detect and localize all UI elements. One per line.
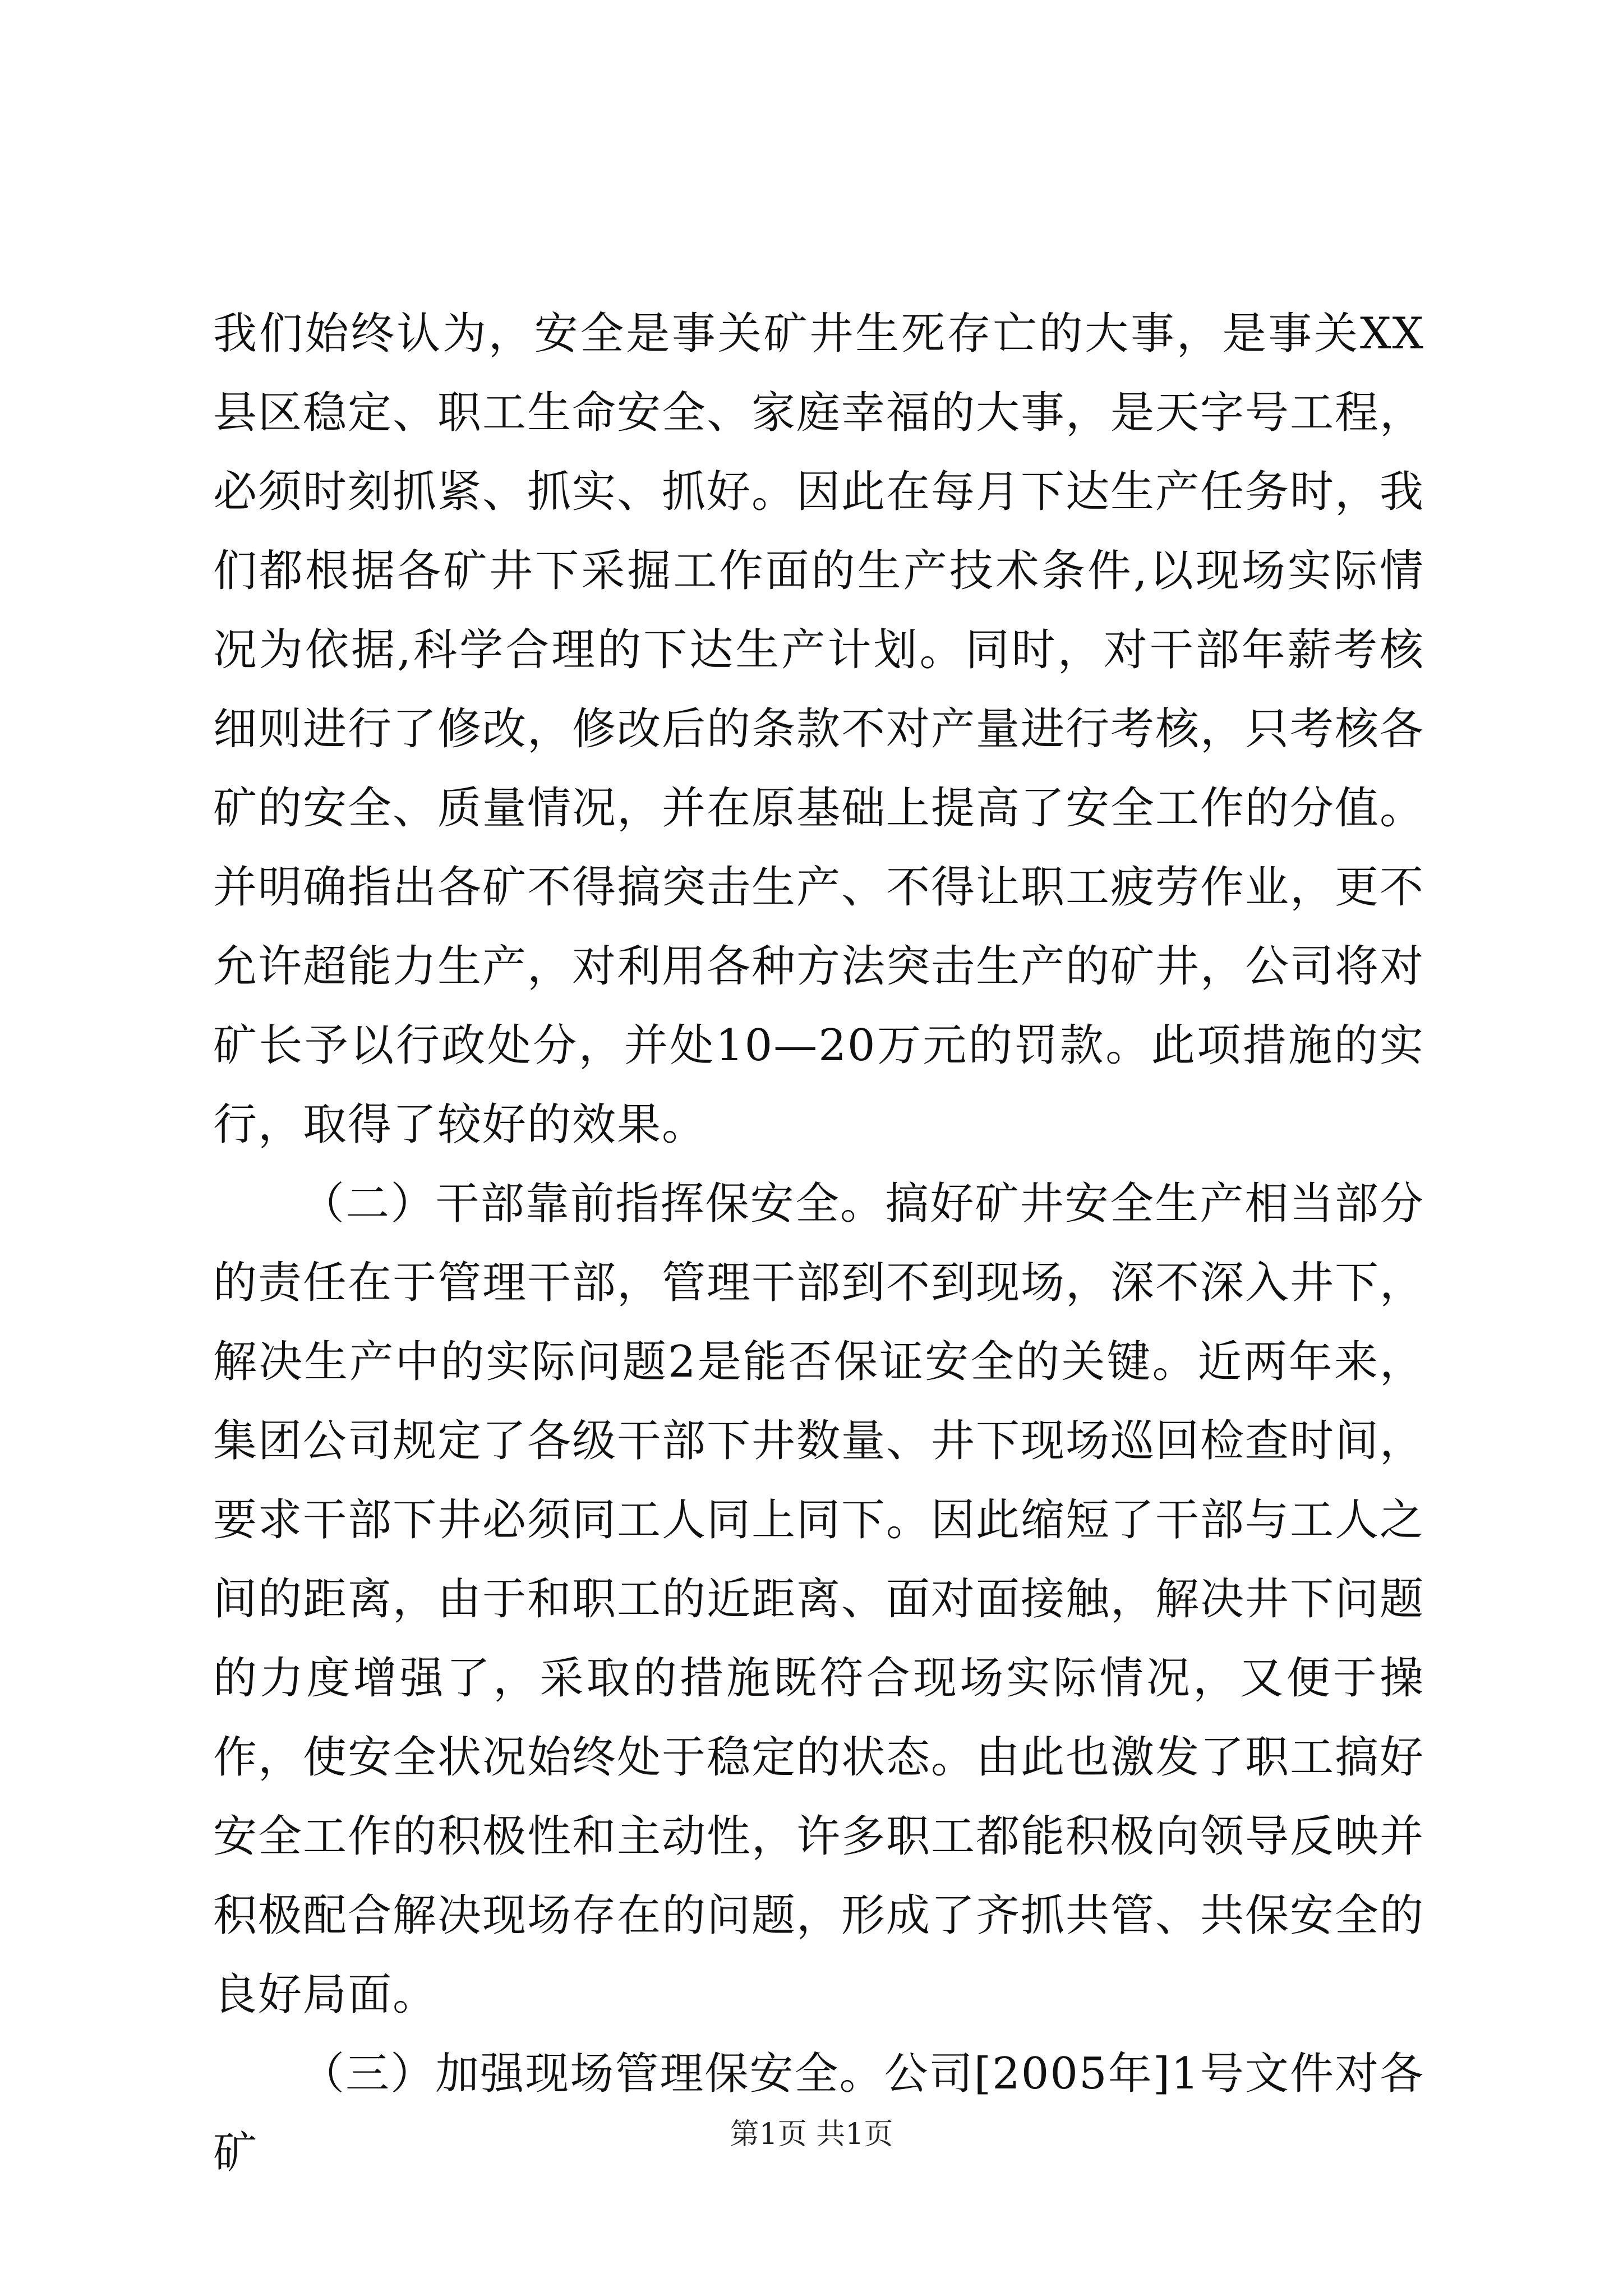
paragraph-1: 我们始终认为，安全是事关矿井生死存亡的大事，是事关XX县区稳定、职工生命安全、家庭幸福的大事，是天字号工程，必须时刻抓紧、抓实、抓好。因此在每月下达生产任务时，我们都根据各矿井下采掘工作面的生产技术条件,以现场实际情况为依据,科学合理的下达生产计划。同时，对干部年薪考核细则进行了修改，修改后的条款不对产量进行考核，只考核各矿的安全、质量情况，并在原基础上提高了安全工作的分值。并明确指出各矿不得搞突击生产、不得让职工疲劳作业，更不允许超能力生产，对利用各种方法突击生产的矿井，公司将对矿长予以行政处分，并处10—20万元的罚款。此项措施的实行，取得了较好的效果。	[213, 309, 1425, 1150]
page-footer: 第1页 共1页	[730, 2118, 893, 2151]
paragraph-3: （三）加强现场管理保安全。公司[2005年]1号文件对各矿	[213, 2049, 1424, 2178]
paragraph-2: （二）干部靠前指挥保安全。搞好矿井安全生产相当部分的责任在于管理干部，管理干部到不到现场，深不深入井下，解决生产中的实际问题2是能否保证安全的关键。近两年来，集团公司规定了各级干部下井数量、井下现场巡回检查时间，要求干部下井必须同工人同上同下。因此缩短了干部与工人之间的距离，由于和职工的近距离、面对面接触，解决井下问题的力度增强了，采取的措施既符合现场实际情况，又便于操作，使安全状况始终处于稳定的状态。由此也激发了职工搞好安全工作的积极性和主动性，许多职工都能积极向领导反映并积极配合解决现场存在的问题，形成了齐抓共管、共保安全的良好局面。	[213, 1179, 1425, 2020]
document-body	[213, 295, 1424, 2193]
